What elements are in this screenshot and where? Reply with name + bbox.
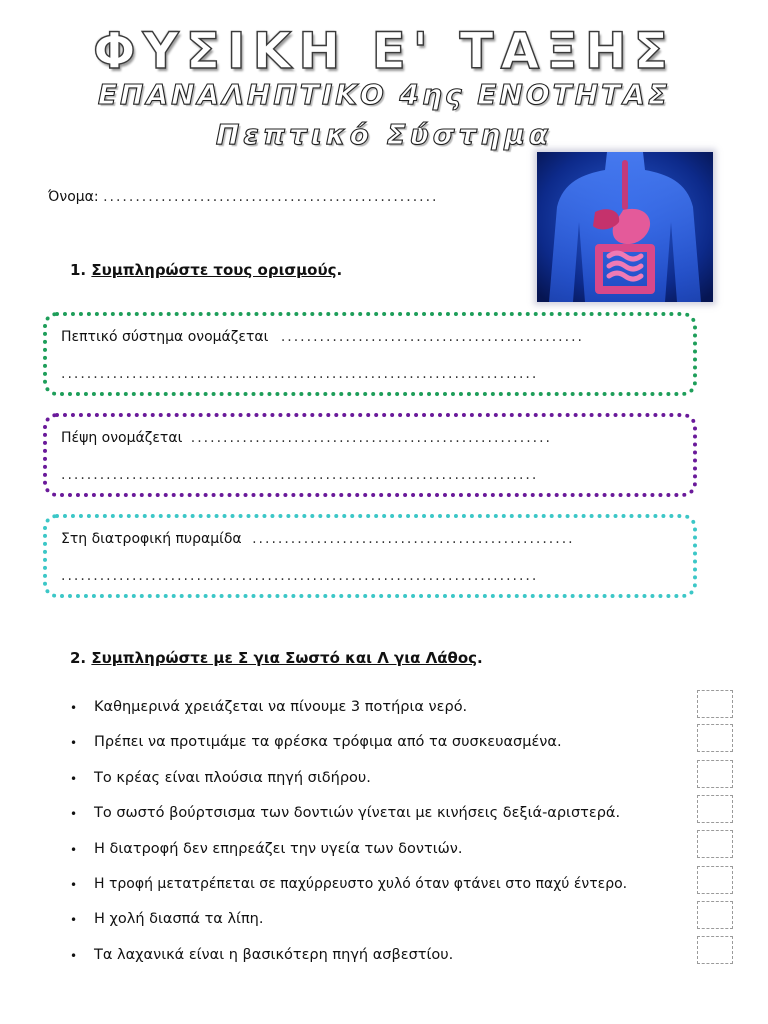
statement-text: Η τροφή μετατρέπεται σε παχύρρευστο χυλό όταν φτάνει στο παχύ έντερο. xyxy=(94,875,628,892)
definition-prompt: Πεπτικό σύστημα ονομάζεται xyxy=(61,329,269,345)
answer-box-5[interactable] xyxy=(697,830,733,858)
answer-dotted-line: .......................................................................... xyxy=(61,467,539,483)
statement-text: Τα λαχανικά είναι η βασικότερη πηγή ασβεστίου. xyxy=(94,946,454,963)
worksheet-title: ΦΥΣΙΚΗ Ε' ΤΑΞΗΣ xyxy=(93,22,675,80)
bullet-icon: • xyxy=(70,701,78,715)
definition-prompt: Στη διατροφική πυραμίδα xyxy=(61,531,242,547)
section-1-heading: 1. Συμπληρώστε τους ορισμούς. xyxy=(70,261,343,279)
bullet-icon: • xyxy=(70,913,78,928)
definition-box-digestion[interactable] xyxy=(43,413,697,497)
bullet-icon: • xyxy=(70,736,78,751)
answer-dotted-line: .......................................................................... xyxy=(61,568,539,584)
statement-text: Το σωστό βούρτσισμα των δοντιών γίνεται με κινήσεις δεξιά-αριστερά. xyxy=(94,805,621,822)
bullet-icon: • xyxy=(70,948,78,963)
name-dotted-line: .................................................... xyxy=(103,189,439,205)
statement-text: Πρέπει να προτιμάμε τα φρέσκα τρόφιμα από τα συσκευασμένα. xyxy=(94,734,562,751)
statement-text: Καθημερινά χρειάζεται να πίνουμε 3 ποτήρια νερό. xyxy=(94,699,468,715)
definition-box-digestive-system[interactable] xyxy=(43,312,697,396)
worksheet-subtitle: ΕΠΑΝΑΛΗΠΤΙΚΟ 4ης ΕΝΟΤΗΤΑΣ xyxy=(97,78,671,111)
definition-box-food-pyramid[interactable] xyxy=(43,514,697,598)
answer-box-7[interactable] xyxy=(697,901,733,929)
bullet-icon: • xyxy=(70,842,78,857)
answer-box-3[interactable] xyxy=(697,760,733,788)
answer-box-8[interactable] xyxy=(697,936,733,964)
bullet-icon: • xyxy=(70,877,78,892)
section-2-heading: 2. Συμπληρώστε με Σ για Σωστό και Λ για Λάθος. xyxy=(70,649,483,667)
answer-dotted-line: ........................................................ xyxy=(190,430,552,446)
answer-dotted-line: ............................................... xyxy=(280,329,584,345)
definition-prompt: Πέψη ονομάζεται xyxy=(61,430,183,446)
statement-text: Το κρέας είναι πλούσια πηγή σιδήρου. xyxy=(94,769,371,786)
worksheet-topic: Πεπτικό Σύστημα xyxy=(215,118,553,151)
answer-dotted-line: .................................................. xyxy=(252,531,575,547)
answer-box-4[interactable] xyxy=(697,795,733,823)
answer-box-6[interactable] xyxy=(697,866,733,894)
digestive-system-illustration xyxy=(537,152,713,302)
name-label: Όνομα: xyxy=(48,189,99,205)
bullet-icon: • xyxy=(70,807,78,822)
answer-box-2[interactable] xyxy=(697,724,733,752)
statement-text: Η διατροφή δεν επηρεάζει την υγεία των δοντιών. xyxy=(94,840,463,857)
name-field[interactable] xyxy=(48,189,439,205)
answer-box-1[interactable] xyxy=(697,690,733,718)
statement-text: Η χολή διασπά τα λίπη. xyxy=(94,911,264,928)
digestive-system-image xyxy=(537,152,713,302)
bullet-icon: • xyxy=(70,771,78,786)
answer-dotted-line: .......................................................................... xyxy=(61,366,539,382)
